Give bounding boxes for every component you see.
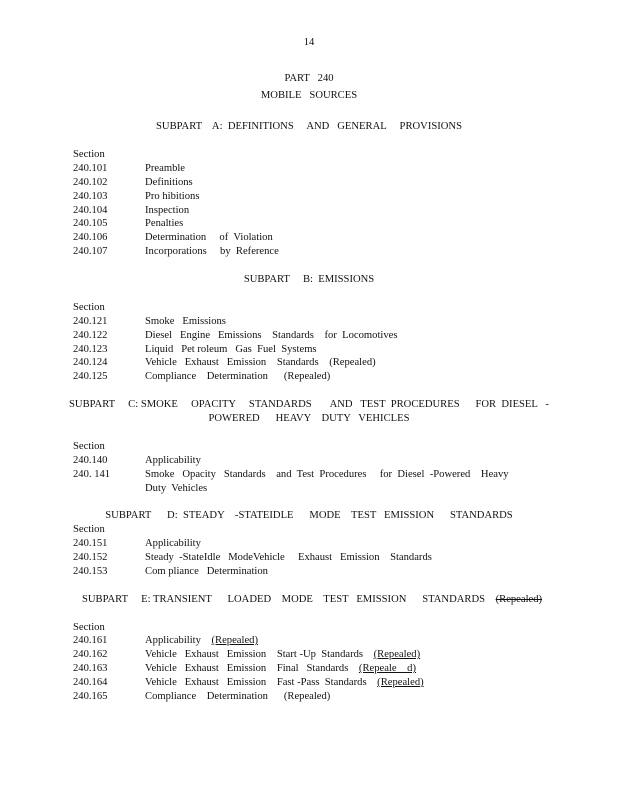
part-subtitle: MOBILE SOURCES [260,90,358,101]
section-label: Section [73,622,105,633]
section-title: Vehicle Exhaust Emission Final Standards [145,663,359,674]
section-number: 240.164 [73,677,108,688]
subpart-e-heading: SUBPART E: TRANSIENT LOADED MODE TEST EMISSION STANDARDS [82,594,485,605]
section-title-line [145,662,416,676]
section-number: 240.153 [73,566,108,577]
section-title: Applicability [145,455,201,466]
section-title: Diesel Engine Emissions Standards for Locomotives [145,330,398,341]
section-number: 240.122 [73,330,108,341]
section-number: 240.102 [73,177,108,188]
section-title-line [145,676,424,690]
section-title: Definitions [145,177,193,188]
subpart-b-heading: SUBPART B: EMISSIONS [243,274,375,285]
section-title: Applicability [145,538,201,549]
subpart-c-heading: SUBPART C: SMOKE OPACITY STANDARDS AND TEST PROCEDURES FOR DIESEL - [69,399,549,410]
section-number: 240.107 [73,246,108,257]
section-label: Section [73,302,105,313]
section-title: Applicability [145,635,212,646]
repealed-tag: (Repeale d) [358,663,416,674]
part-title: PART 240 [284,73,334,84]
repealed-tag: (Repealed) [211,635,258,646]
section-title: Pro hibitions [145,191,200,202]
section-label: Section [73,524,105,535]
section-number: 240.104 [73,205,108,216]
repealed-tag: (Repealed) [373,649,421,660]
section-title: Vehicle Exhaust Emission Start -Up Standards [145,649,374,660]
subpart-c-heading-continued: POWERED HEAVY DUTY VEHICLES [208,413,410,424]
section-title: Liquid Pet roleum Gas Fuel Systems [145,344,317,355]
section-title: Vehicle Exhaust Emission Fast -Pass Standards [145,677,378,688]
section-title-line [145,634,258,648]
section-number: 240.105 [73,218,108,229]
section-title: Incorporations by Reference [145,246,279,257]
section-number: 240.140 [73,455,108,466]
section-title: Compliance Determination (Repealed) [145,691,331,702]
section-number: 240.125 [73,371,108,382]
subpart-a-heading: SUBPART A: DEFINITIONS AND GENERAL PROVISIONS [156,121,462,132]
page-number: 14 [303,37,315,48]
section-title: Compliance Determination (Repealed) [145,371,331,382]
section-title: Vehicle Exhaust Emission Standards (Repealed) [145,357,376,368]
section-number: 240.124 [73,357,108,368]
repealed-tag: (Repealed) [377,677,424,688]
section-title: Determination of Violation [145,232,273,243]
section-number: 240.161 [73,635,108,646]
section-number: 240.152 [73,552,108,563]
section-title: Penalties [145,218,184,229]
section-label: Section [73,149,105,160]
section-number: 240.103 [73,191,108,202]
section-label: Section [73,441,105,452]
section-number: 240.162 [73,649,108,660]
subpart-d-heading: SUBPART D: STEADY -STATEIDLE MODE TEST EMISSION STANDARDS [105,510,513,521]
subpart-e-heading-line [82,593,542,607]
section-title-line [145,648,420,662]
section-number: 240.106 [73,232,108,243]
struck-repealed-tag: (Repealed) [495,594,543,605]
section-number: 240. 141 [73,469,111,480]
section-title: Preamble [145,163,186,174]
section-number: 240.101 [73,163,108,174]
section-number: 240.121 [73,316,108,327]
section-title: Com pliance Determination [145,566,268,577]
section-title-continued: Duty Vehicles [145,483,208,494]
section-number: 240.163 [73,663,108,674]
section-title: Inspection [145,205,190,216]
section-title: Steady -StateIdle ModeVehicle Exhaust Emission Standards [145,552,432,563]
section-title: Smoke Emissions [145,316,226,327]
section-number: 240.165 [73,691,108,702]
section-number: 240.123 [73,344,108,355]
section-number: 240.151 [73,538,108,549]
section-title: Smoke Opacity Standards and Test Procedures for Diesel -Powered Heavy [145,469,509,480]
